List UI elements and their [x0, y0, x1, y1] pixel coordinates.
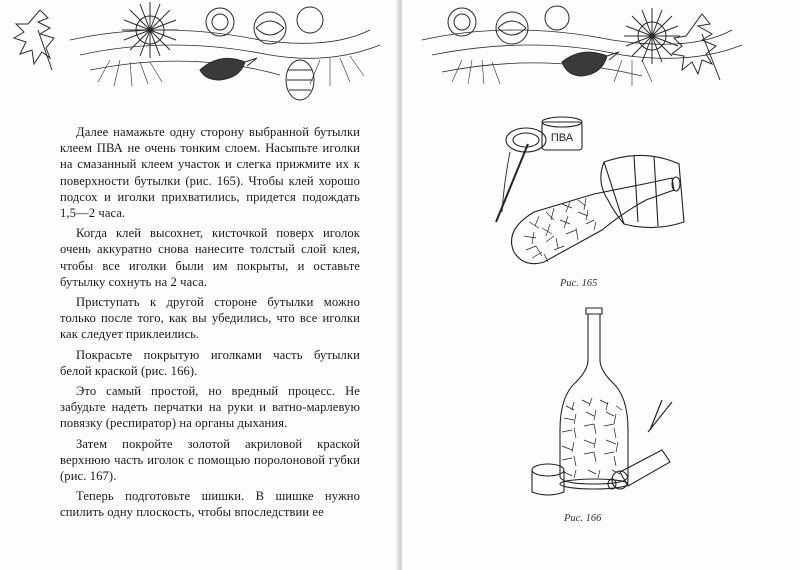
paragraph: Приступать к другой стороне бутылки можно только после того, как вы убедились, что все иголки как следует приклеились. [60, 295, 360, 342]
figure-166-caption: Рис. 166 [564, 513, 602, 524]
pine-branch-ornament-left [0, 0, 398, 112]
figure-166-drawing [502, 300, 682, 510]
figure-165-drawing [484, 112, 704, 277]
paragraph: Покрасьте покрытую иголками часть бутылки белой краской (рис. 166). [60, 347, 360, 378]
paragraph: Теперь подготовьте шишки. В шишке нужно спилить одну плоскость, чтобы впоследствии ее [60, 489, 360, 520]
left-page [0, 0, 398, 570]
paragraph: Это самый простой, но вредный процесс. Не забудьте надеть перчатки на руки и ватно-марлевую повязку (респиратор) на органы дыхания. [60, 384, 360, 431]
paragraph: Когда клей высохнет, кисточкой поверх иголок очень аккуратно снова нанесите толстый слой клея, чтобы все иголки были им покрыты, и оставьте бутылку сохнуть на 2 часа. [60, 226, 360, 289]
pva-jar-label: ПВА [550, 132, 574, 144]
right-page [402, 0, 800, 570]
pine-branch-ornament-right [402, 0, 800, 112]
figure-165-caption: Рис. 165 [560, 278, 598, 289]
paragraph: Затем покройте золотой акриловой краской верхнюю часть иголок с помощью поролоновой губки (рис. 167). [60, 436, 360, 484]
body-text [60, 124, 360, 525]
paragraph: Далее намажьте одну сторону выбранной бутылки клеем ПВА не очень тонким слоем. Насыпьте иголки на смазанный клеем участок и слегка прижмите их к поверхности бутылки (рис. 165). Чтобы клей хорошо подсох и иголки прихватились, придется подождать 1,5—2 часа. [60, 125, 360, 221]
